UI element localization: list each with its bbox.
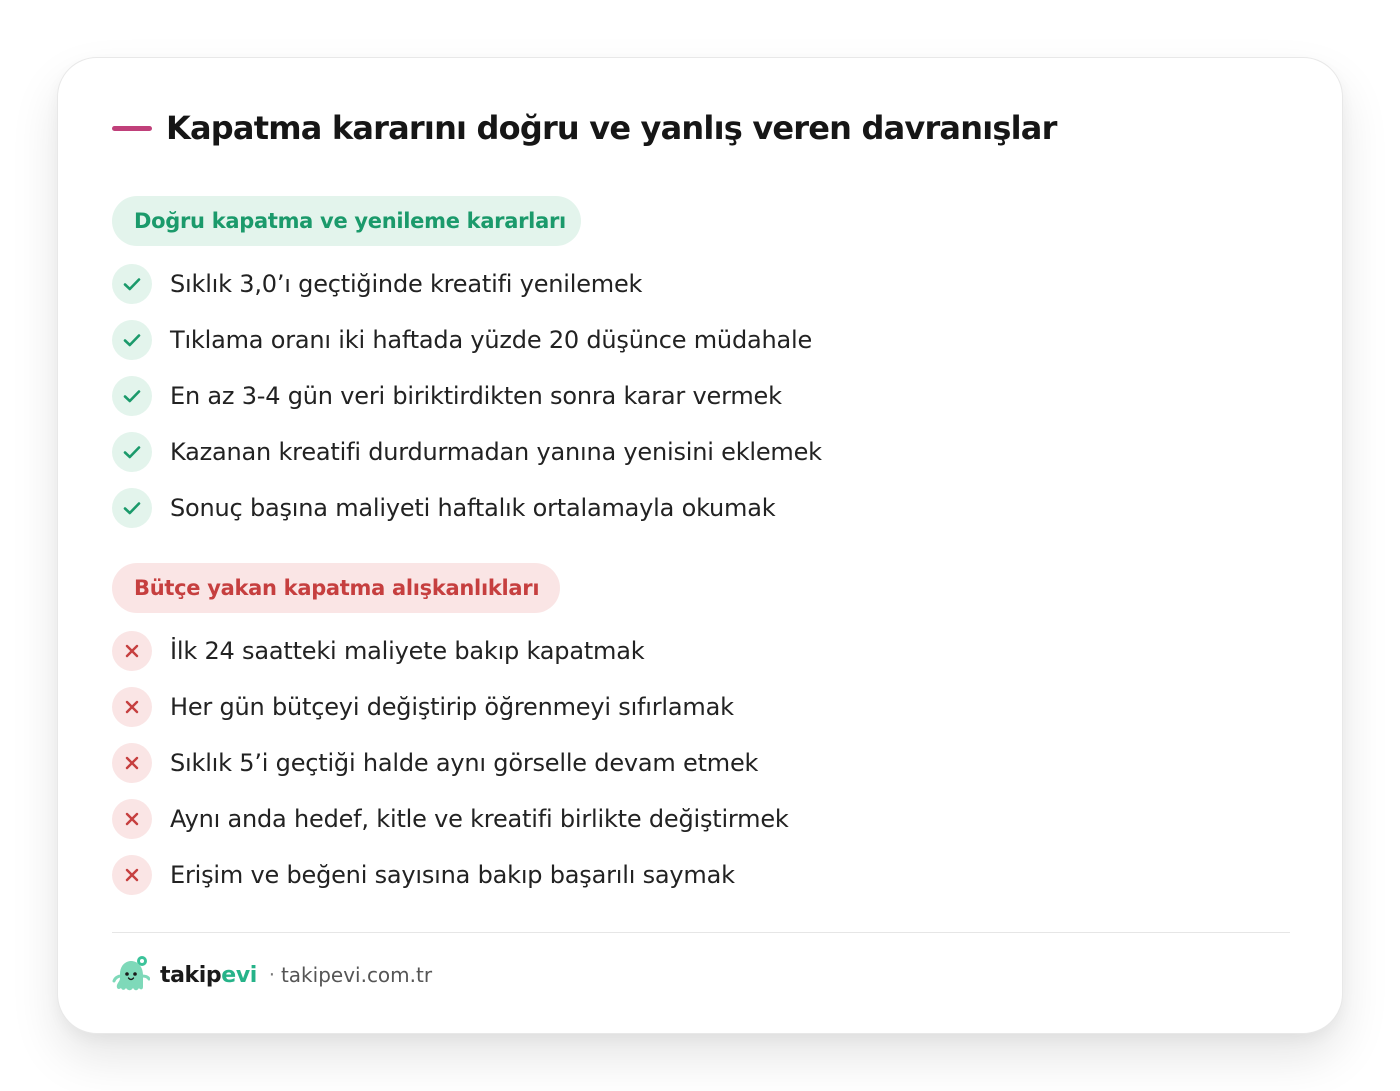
x-icon (112, 855, 152, 895)
list-item (112, 687, 789, 727)
list-item (112, 631, 789, 671)
list-item-text: Tıklama oranı iki haftada yüzde 20 düşünce müdahale (170, 326, 813, 354)
good-list (112, 264, 822, 544)
ghost-mascot-icon (112, 954, 150, 996)
x-icon (112, 687, 152, 727)
list-item-text: Sıklık 5’i geçtiği halde aynı görselle devam etmek (170, 749, 759, 777)
footer (112, 954, 432, 996)
list-item-text: En az 3-4 gün veri biriktirdikten sonra karar vermek (170, 382, 782, 410)
check-icon (112, 320, 152, 360)
list-item (112, 488, 822, 528)
list-item-text: Kazanan kreatifi durdurmadan yanına yenisini eklemek (170, 438, 822, 466)
page-title: Kapatma kararını doğru ve yanlış veren davranışlar (166, 109, 1057, 147)
list-item-text: Sonuç başına maliyeti haftalık ortalamayla okumak (170, 494, 776, 522)
bad-section-label: Bütçe yakan kapatma alışkanlıkları (112, 563, 560, 613)
list-item (112, 432, 822, 472)
list-item (112, 320, 822, 360)
footer-divider (112, 932, 1290, 933)
x-icon (112, 631, 152, 671)
check-icon (112, 432, 152, 472)
check-icon (112, 376, 152, 416)
list-item (112, 743, 789, 783)
bad-list (112, 631, 789, 911)
x-icon (112, 743, 152, 783)
list-item (112, 855, 789, 895)
list-item (112, 376, 822, 416)
list-item-text: Sıklık 3,0’ı geçtiğinde kreatifi yenilemek (170, 270, 643, 298)
list-item-text: Aynı anda hedef, kitle ve kreatifi birlikte değiştirmek (170, 805, 789, 833)
good-section-label: Doğru kapatma ve yenileme kararları (112, 196, 581, 246)
check-icon (112, 264, 152, 304)
list-item-text: Erişim ve beğeni sayısına bakıp başarılı saymak (170, 861, 735, 889)
check-icon (112, 488, 152, 528)
info-card (57, 57, 1343, 1034)
list-item (112, 264, 822, 304)
list-item (112, 799, 789, 839)
footer-url: takipevi.com.tr (280, 963, 433, 987)
list-item-text: Her gün bütçeyi değiştirip öğrenmeyi sıfırlamak (170, 693, 734, 721)
title-row (112, 108, 1057, 148)
x-icon (112, 799, 152, 839)
title-accent-dash (112, 126, 152, 131)
brand-logo-text: takipevi (160, 962, 257, 988)
list-item-text: İlk 24 saatteki maliyete bakıp kapatmak (170, 637, 645, 665)
footer-separator: · (268, 964, 275, 986)
